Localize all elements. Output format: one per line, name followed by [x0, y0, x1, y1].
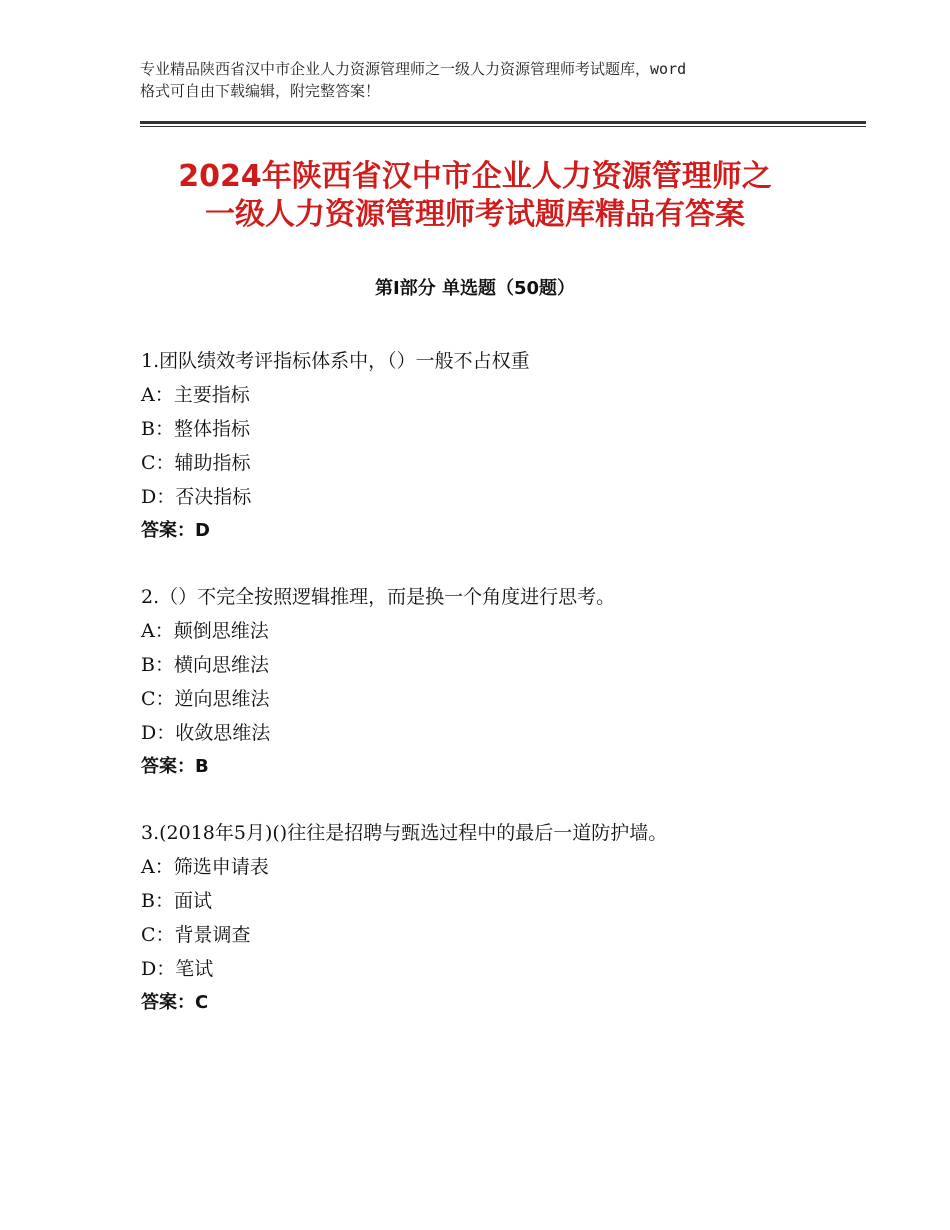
option-b: B：整体指标 [141, 418, 250, 440]
header-divider-thin [140, 126, 866, 127]
header-note-line-1: 专业精品陕西省汉中市企业人力资源管理师之一级人力资源管理师考试题库，word [140, 60, 687, 78]
section-heading: 第Ⅰ部分 单选题（50题） [374, 278, 575, 299]
question-stem: 3.(2018年5月)()往往是招聘与甄选过程中的最后一道防护墙。 [141, 822, 668, 844]
option-c: C：辅助指标 [141, 452, 251, 474]
answer-label: 答案：B [141, 756, 209, 777]
option-a: A：筛选申请表 [141, 856, 269, 878]
option-c: C：背景调查 [141, 924, 251, 946]
question-stem: 2.（）不完全按照逻辑推理，而是换一个角度进行思考。 [141, 586, 616, 608]
option-d: D：笔试 [141, 958, 214, 980]
document-title-line-1: 2024年陕西省汉中市企业人力资源管理师之 [178, 159, 772, 194]
header-note-line-2: 格式可自由下载编辑，附完整答案！ [140, 82, 381, 100]
option-b: B：面试 [141, 890, 212, 912]
document-title-line-2: 一级人力资源管理师考试题库精品有答案 [205, 197, 745, 232]
document-title [100, 158, 850, 234]
option-b: B：横向思维法 [141, 654, 269, 676]
header-note [140, 58, 840, 102]
question-1 [141, 344, 861, 548]
option-d: D：否决指标 [141, 486, 252, 508]
option-d: D：收敛思维法 [141, 722, 271, 744]
option-a: A：颠倒思维法 [141, 620, 269, 642]
question-stem: 1.团队绩效考评指标体系中，（）一般不占权重 [141, 350, 530, 372]
option-c: C：逆向思维法 [141, 688, 270, 710]
question-3 [141, 816, 861, 1020]
question-2 [141, 580, 861, 784]
question-list [141, 344, 861, 1052]
answer-label: 答案：C [141, 992, 209, 1013]
header-divider-thick [140, 121, 866, 124]
option-a: A：主要指标 [141, 384, 250, 406]
answer-label: 答案：D [141, 520, 210, 541]
